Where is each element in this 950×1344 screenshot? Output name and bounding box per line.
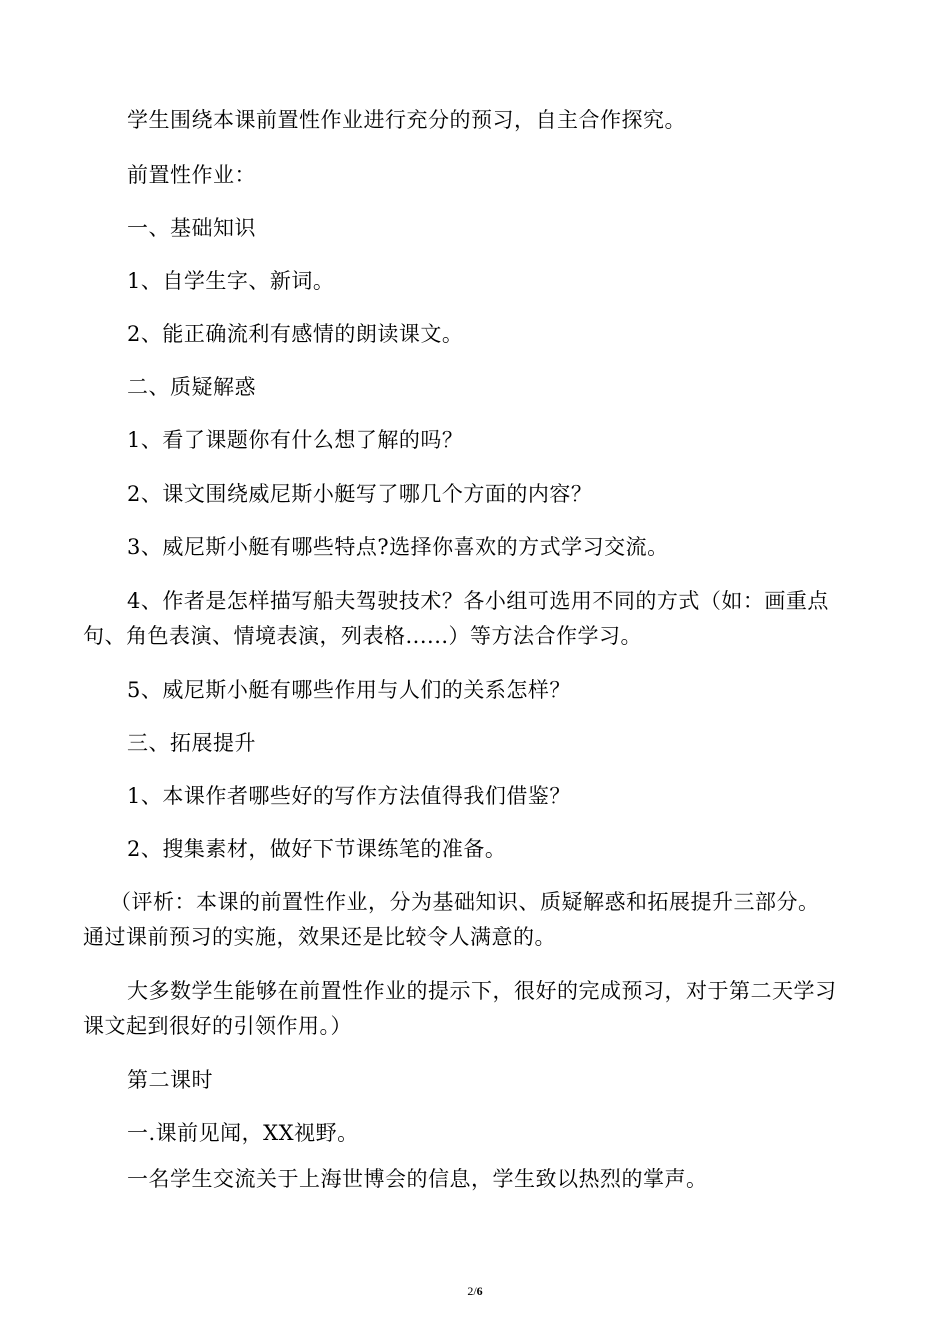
list-item: 1、看了课题你有什么想了解的吗？ [127,428,464,452]
list-item-continuation: 句、角色表演、情境表演，列表格......）等方法合作学习。 [83,624,643,648]
section-heading-preview: 一.课前见闻，XX视野。 [127,1121,359,1145]
page-number [0,1283,950,1299]
commentary-paragraph: 大多数学生能够在前置性作业的提示下，很好的完成预习，对于第二天学习 [127,979,837,1003]
paragraph-heading-homework: 前置性作业： [127,163,256,187]
list-item: 3、威尼斯小艇有哪些特点?选择你喜欢的方式学习交流。 [127,535,669,559]
page-current: 2/ [467,1284,477,1298]
commentary-continuation: 课文起到很好的引领作用。） [83,1014,352,1038]
list-item: 1、本课作者哪些好的写作方法值得我们借鉴？ [127,784,571,808]
page-total: 6 [476,1284,483,1298]
list-item: 4、作者是怎样描写船夫驾驶技术？各小组可选用不同的方式（如：画重点 [127,589,829,613]
paragraph-expo: 一名学生交流关于上海世博会的信息，学生致以热烈的掌声。 [127,1167,708,1191]
list-item: 2、搜集素材，做好下节课练笔的准备。 [127,837,507,861]
commentary-paragraph: （评析：本课的前置性作业，分为基础知识、质疑解惑和拓展提升三部分。 [110,890,820,914]
list-item: 2、课文围绕威尼斯小艇写了哪几个方面的内容？ [127,482,593,506]
commentary-continuation: 通过课前预习的实施，效果还是比较令人满意的。 [83,925,556,949]
section-heading-basics: 一、基础知识 [127,216,256,240]
paragraph-intro: 学生围绕本课前置性作业进行充分的预习，自主合作探究。 [127,108,686,132]
list-item: 5、威尼斯小艇有哪些作用与人们的关系怎样？ [127,678,571,702]
list-item: 1、自学生字、新词。 [127,269,335,293]
lesson-heading: 第二课时 [127,1068,213,1092]
list-item: 2、能正确流利有感情的朗读课文。 [127,322,464,346]
section-heading-questions: 二、质疑解惑 [127,375,256,399]
section-heading-extension: 三、拓展提升 [127,731,256,755]
